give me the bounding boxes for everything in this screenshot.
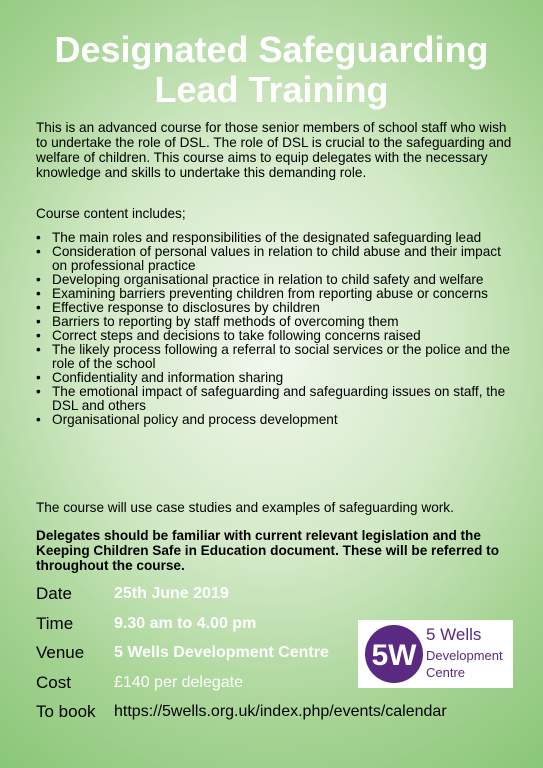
booking-link[interactable]: https://5wells.org.uk/index.php/events/calendar (114, 703, 447, 720)
logo-text-line-1: 5 Wells (426, 625, 482, 644)
list-item: • Confidentiality and information sharing (36, 371, 516, 385)
cost-value: £140 per delegate (114, 674, 243, 691)
venue-label: Venue (36, 643, 85, 662)
course-content-list (36, 231, 516, 427)
date-value: 25th June 2019 (114, 585, 229, 602)
list-item: • Examining barriers preventing children from reporting abuse or concerns (36, 287, 516, 301)
cost-label: Cost (36, 673, 71, 692)
list-item: • Barriers to reporting by staff methods of overcoming them (36, 315, 516, 329)
time-value: 9.30 am to 4.00 pm (114, 615, 257, 632)
list-item: • Correct steps and decisions to take following concerns raised (36, 329, 516, 343)
course-content-label: Course content includes; (36, 206, 186, 221)
list-item: • Developing organisational practice in relation to child safety and welfare (36, 273, 516, 287)
list-item: • The likely process following a referral to social services or the police and the role of the school (36, 343, 516, 371)
booking-label: To book (36, 702, 96, 721)
five-wells-logo (358, 620, 513, 688)
logo-text-line-2: Development (426, 648, 503, 663)
five-wells-logo-mark (364, 624, 424, 684)
title-line-1: Designated Safeguarding (54, 29, 489, 70)
time-label: Time (36, 614, 74, 633)
title-line-2: Lead Training (154, 69, 389, 110)
logo-mark-text: 5W (371, 639, 417, 672)
venue-value: 5 Wells Development Centre (114, 644, 329, 661)
list-item: • Consideration of personal values in relation to child abuse and their impact on professional practice (36, 245, 516, 273)
list-item: • Organisational policy and process development (36, 413, 516, 427)
case-studies-text: The course will use case studies and examples of safeguarding work. (36, 500, 454, 515)
delegates-note: Delegates should be familiar with current relevant legislation and the Keeping Children Safe in Education document. These will be referred to throughout the course. (36, 528, 500, 573)
list-item: • Effective response to disclosures by children (36, 301, 516, 315)
intro-paragraph: This is an advanced course for those senior members of school staff who wish to undertake the role of DSL. The role of DSL is crucial to the safeguarding and welfare of children. This course aims to equip delegates with the necessary knowledge and skills to undertake this demanding role. (36, 120, 512, 180)
date-label: Date (36, 584, 72, 603)
page-title (0, 30, 543, 110)
list-item: • The emotional impact of safeguarding and safeguarding issues on staff, the DSL and others (36, 385, 516, 413)
list-item: • The main roles and responsibilities of the designated safeguarding lead (36, 231, 516, 245)
logo-text-line-3: Centre (426, 665, 466, 680)
